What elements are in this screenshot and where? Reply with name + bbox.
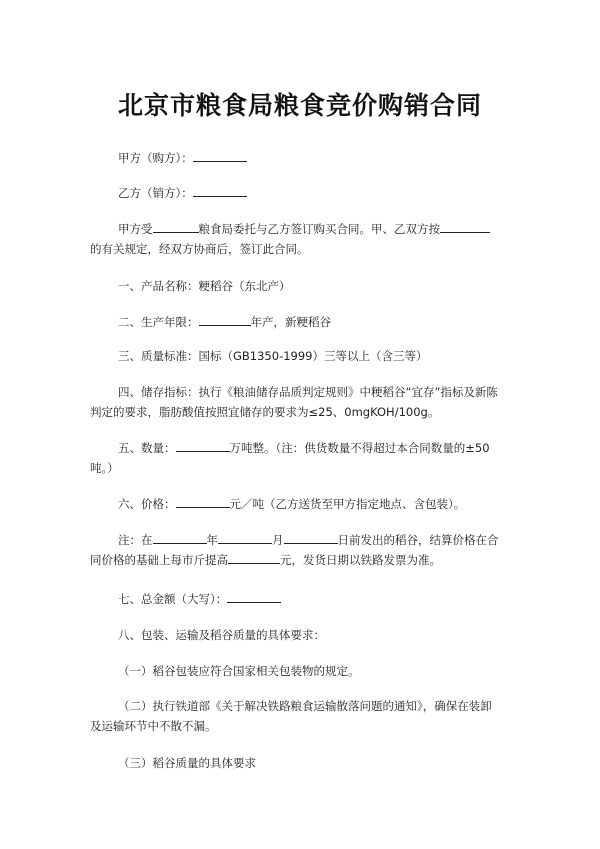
item-quantity-label: 五、数量： — [118, 441, 176, 455]
note-line-1 — [118, 530, 499, 550]
note-increase-blank[interactable] — [228, 551, 280, 564]
production-year-blank[interactable] — [199, 313, 251, 326]
item-storage-line-1 — [118, 382, 498, 402]
sub-item-3-text: （三）稻谷质量的具体要求 — [118, 756, 256, 770]
intro-text-2: 粮食局委托与乙方签订购买合同。甲、乙双方按 — [198, 222, 440, 236]
item-packaging-text: 八、包装、运输及稻谷质量的具体要求： — [118, 628, 325, 642]
item-price — [118, 494, 465, 514]
intro-blank-1[interactable] — [153, 220, 199, 233]
item-production-year-suffix: 年产，新粳稻谷 — [250, 315, 331, 329]
sub-item-1 — [118, 661, 360, 681]
note-text-3: 元，发货日期以铁路发票为准。 — [280, 553, 441, 567]
intro-line-2 — [90, 238, 520, 260]
sub-item-2-text-2: 及运输环节中不散不漏。 — [90, 719, 217, 733]
note-text-1: 注：在 — [118, 533, 153, 547]
note-day-blank[interactable] — [284, 531, 338, 544]
sub-item-2-line-1 — [118, 696, 492, 716]
price-blank[interactable] — [176, 495, 230, 508]
party-a-blank[interactable] — [193, 149, 247, 162]
item-product-name — [118, 276, 291, 296]
item-production-year — [118, 312, 331, 332]
intro-text-1: 甲方受 — [118, 222, 153, 236]
sub-item-2-text-1: （二）执行铁道部《关于解决铁路粮食运输散落问题的通知》，确保在装卸 — [118, 699, 492, 713]
item-product-name-text: 一、产品名称：粳稻谷（东北产） — [118, 279, 291, 293]
sub-item-1-text: （一）稻谷包装应符合国家相关包装物的规定。 — [118, 664, 360, 678]
item-packaging — [118, 625, 325, 645]
intro-line-1 — [118, 219, 490, 239]
item-quality-standard — [118, 346, 427, 366]
item-quantity-line-2 — [90, 457, 520, 479]
item-price-label: 六、价格： — [118, 497, 176, 511]
total-amount-blank[interactable] — [227, 590, 281, 603]
item-total-amount-label: 七、总金额（大写）： — [118, 592, 228, 606]
note-year-blank[interactable] — [153, 531, 207, 544]
note-text-month: 月 — [272, 533, 284, 547]
item-total-amount — [118, 589, 281, 609]
note-line-2 — [90, 549, 520, 571]
intro-text-3: 的有关规定，经双方协商后，签订此合同。 — [90, 242, 309, 256]
item-price-text: 元／吨（乙方送货至甲方指定地点、含包装）。 — [229, 497, 466, 511]
item-storage-text-1: 四、储存指标：执行《粮油储存品质判定规则》中粳稻谷“宜存”指标及新陈 — [118, 385, 498, 399]
item-quantity-text: 万吨整。（注：供货数量不得超过本合同数量的±50 — [229, 441, 490, 455]
quantity-blank[interactable] — [176, 439, 230, 452]
sub-item-3 — [118, 753, 256, 773]
party-b-blank[interactable] — [193, 184, 247, 197]
document-title: 北京市粮食局粮食竞价购销合同 — [117, 91, 482, 120]
sub-item-2-line-2 — [90, 715, 520, 737]
item-production-year-label: 二、生产年限： — [118, 315, 199, 329]
note-month-blank[interactable] — [218, 531, 272, 544]
party-a-label: 甲方（购方）： — [118, 151, 193, 165]
item-quantity-line-1 — [118, 438, 490, 458]
item-quantity-text-2: 吨。） — [90, 461, 119, 475]
note-text-year: 年 — [206, 533, 218, 547]
item-storage-line-2 — [90, 401, 520, 423]
note-text-day: 日前发出的稻谷，结算价格在合 — [337, 533, 499, 547]
note-text-2: 同价格的基础上每市斤提高 — [90, 553, 228, 567]
party-b-label: 乙方（销方）： — [118, 186, 193, 200]
party-b-line — [118, 183, 247, 203]
intro-blank-2[interactable] — [440, 220, 490, 233]
item-quality-standard-text: 三、质量标准：国标（GB1350-1999）三等以上（含三等） — [118, 349, 428, 363]
item-storage-text-2: 判定的要求，脂肪酸值按照宜储存的要求为≤25、0mgKOH/100g。 — [90, 405, 440, 419]
party-a-line — [118, 148, 247, 168]
